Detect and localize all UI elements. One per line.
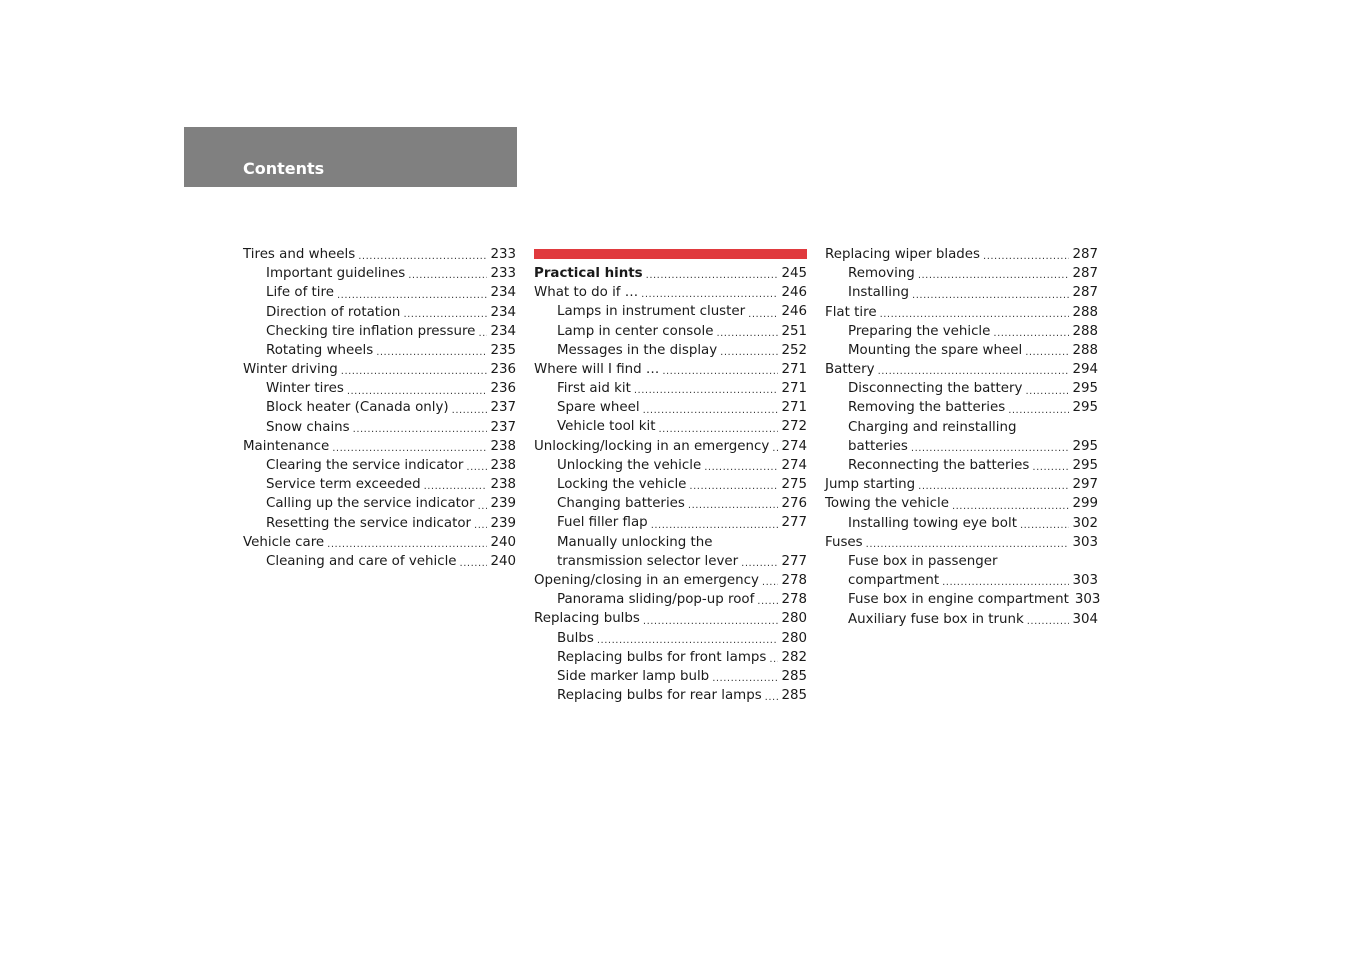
- toc-page: 277: [781, 553, 807, 569]
- toc-label: Winter tires: [266, 381, 344, 397]
- toc-entry[interactable]: [243, 399, 516, 418]
- toc-entry[interactable]: [825, 264, 1098, 283]
- toc-entry[interactable]: [825, 379, 1098, 398]
- toc-page: 282: [781, 649, 807, 665]
- toc-entry[interactable]: [825, 341, 1098, 360]
- toc-label: Snow chains: [266, 419, 350, 435]
- toc-label: batteries: [848, 438, 908, 454]
- toc-page: 234: [490, 323, 516, 339]
- toc-page: 277: [781, 515, 807, 531]
- toc-entry[interactable]: [825, 475, 1098, 494]
- toc-page: 297: [1072, 477, 1098, 493]
- toc-label: Preparing the vehicle: [848, 323, 991, 339]
- toc-label: Calling up the service indicator: [266, 496, 475, 512]
- toc-label: Fuel filler flap: [557, 515, 648, 531]
- toc-entry[interactable]: [243, 245, 516, 264]
- toc-label: transmission selector lever: [557, 553, 739, 569]
- toc-entry[interactable]: [243, 494, 516, 513]
- toc-entry[interactable]: [825, 533, 1098, 552]
- toc-entry[interactable]: [534, 552, 807, 571]
- toc-label: Removing the batteries: [848, 400, 1006, 416]
- toc-page: 280: [781, 611, 807, 627]
- toc-page: 287: [1072, 285, 1098, 301]
- toc-page: 246: [781, 304, 807, 320]
- toc-entry[interactable]: [243, 514, 516, 533]
- toc-page: 295: [1072, 438, 1098, 454]
- toc-label: Checking tire inflation pressure: [266, 323, 476, 339]
- toc-entry[interactable]: [534, 302, 807, 321]
- toc-entry[interactable]: [534, 437, 807, 456]
- toc-entry[interactable]: [243, 456, 516, 475]
- toc-label: Disconnecting the battery: [848, 381, 1023, 397]
- toc-entry[interactable]: [825, 303, 1098, 322]
- toc-label: Jump starting: [825, 477, 916, 493]
- toc-label: Fuse box in engine compartment: [848, 592, 1069, 608]
- toc-entry[interactable]: [825, 360, 1098, 379]
- toc-entry[interactable]: [825, 590, 1101, 609]
- toc-entry[interactable]: [825, 322, 1098, 341]
- toc-page: 239: [490, 496, 516, 512]
- toc-entry[interactable]: [534, 629, 807, 648]
- toc-page: 271: [781, 381, 807, 397]
- toc-label: Removing: [848, 266, 915, 282]
- toc-entry[interactable]: [243, 437, 516, 456]
- toc-entry[interactable]: [825, 283, 1098, 302]
- toc-entry[interactable]: [243, 303, 516, 322]
- toc-label: Replacing wiper blades: [825, 246, 981, 262]
- toc-label: Rotating wheels: [266, 342, 374, 358]
- toc-entry[interactable]: [534, 398, 807, 417]
- toc-entry[interactable]: [534, 609, 807, 628]
- toc-entry[interactable]: [825, 610, 1098, 629]
- toc-page: 303: [1072, 573, 1098, 589]
- toc-label: Locking the vehicle: [557, 477, 687, 493]
- toc-entry[interactable]: [825, 399, 1098, 418]
- toc-entry[interactable]: [243, 379, 516, 398]
- toc-page: 285: [781, 668, 807, 684]
- toc-page: 233: [490, 266, 516, 282]
- toc-label: Lamps in instrument cluster: [557, 304, 746, 320]
- toc-label: Winter driving: [243, 362, 338, 378]
- toc-entry[interactable]: [243, 418, 516, 437]
- section-accent-bar: [534, 249, 807, 259]
- toc-entry[interactable]: [825, 514, 1098, 533]
- toc-page: 236: [490, 381, 516, 397]
- toc-label: Tires and wheels: [243, 246, 356, 262]
- toc-label: Auxiliary fuse box in trunk: [848, 611, 1024, 627]
- toc-label: First aid kit: [557, 381, 631, 397]
- toc-entry[interactable]: [825, 571, 1098, 590]
- toc-label: Clearing the service indicator: [266, 458, 464, 474]
- toc-page: 280: [781, 630, 807, 646]
- toc-label: Service term exceeded: [266, 477, 421, 493]
- toc-label: Opening/closing in an emergency: [534, 572, 759, 588]
- toc-page: 288: [1072, 342, 1098, 358]
- toc-entry[interactable]: [534, 322, 807, 341]
- toc-page: 287: [1072, 246, 1098, 262]
- toc-entry[interactable]: [825, 456, 1098, 475]
- toc-label: Life of tire: [266, 285, 334, 301]
- toc-entry[interactable]: [534, 360, 807, 379]
- toc-page: 299: [1072, 496, 1098, 512]
- toc-entry[interactable]: [825, 245, 1098, 264]
- toc-entry[interactable]: [243, 322, 516, 341]
- toc-page: 240: [490, 534, 516, 550]
- toc-entry[interactable]: [534, 475, 807, 494]
- toc-page: 233: [490, 246, 516, 262]
- toc-label: Maintenance: [243, 438, 330, 454]
- toc-label: Battery: [825, 362, 875, 378]
- toc-label: Changing batteries: [557, 496, 685, 512]
- toc-label: Installing towing eye bolt: [848, 515, 1017, 531]
- page-title: Contents: [243, 159, 325, 178]
- toc-entry[interactable]: [534, 513, 807, 532]
- toc-page: 252: [781, 342, 807, 358]
- toc-entry[interactable]: [534, 571, 807, 590]
- toc-page: 278: [781, 592, 807, 608]
- toc-entry[interactable]: [243, 283, 516, 302]
- toc-entry[interactable]: [825, 437, 1098, 456]
- toc-label: Panorama sliding/pop-up roof: [557, 592, 755, 608]
- toc-label-line1[interactable]: Manually unlocking the: [557, 534, 713, 550]
- toc-column-1: [243, 245, 516, 571]
- toc-page: 302: [1072, 515, 1098, 531]
- toc-page: 288: [1072, 304, 1098, 320]
- toc-page: 287: [1072, 266, 1098, 282]
- toc-page: 295: [1072, 400, 1098, 416]
- toc-entry[interactable]: [825, 494, 1098, 513]
- toc-page: 271: [781, 361, 807, 377]
- toc-page: 240: [490, 553, 516, 569]
- toc-label: compartment: [848, 573, 940, 589]
- toc-label: Mounting the spare wheel: [848, 342, 1023, 358]
- toc-label: Unlocking the vehicle: [557, 457, 702, 473]
- toc-page: 237: [490, 419, 516, 435]
- toc-page: 275: [781, 477, 807, 493]
- toc-label: Cleaning and care of vehicle: [266, 553, 457, 569]
- toc-label: Lamp in center console: [557, 323, 714, 339]
- toc-label: What to do if …: [534, 285, 639, 301]
- toc-page: 278: [781, 572, 807, 588]
- toc-page: 246: [781, 285, 807, 301]
- toc-page: 274: [781, 457, 807, 473]
- toc-page: 304: [1072, 611, 1098, 627]
- toc-page: 295: [1072, 458, 1098, 474]
- toc-label-line1[interactable]: Fuse box in passenger: [848, 554, 998, 569]
- toc-entry[interactable]: [243, 360, 516, 379]
- toc-entry[interactable]: [243, 341, 516, 360]
- toc-entry[interactable]: [243, 475, 516, 494]
- toc-page: 237: [490, 400, 516, 416]
- toc-label-line1[interactable]: Charging and reinstalling: [848, 419, 1017, 435]
- toc-label: Resetting the service indicator: [266, 515, 472, 531]
- toc-page: 235: [490, 342, 516, 358]
- toc-page: 238: [490, 477, 516, 493]
- toc-label: Bulbs: [557, 630, 594, 646]
- toc-page: 245: [781, 265, 807, 281]
- toc-label: Practical hints: [534, 265, 643, 281]
- toc-label: Unlocking/locking in an emergency: [534, 438, 770, 454]
- toc-page: 271: [781, 400, 807, 416]
- toc-label: Flat tire: [825, 304, 877, 320]
- toc-column-3: [825, 245, 1101, 629]
- toc-entry[interactable]: [534, 456, 807, 475]
- toc-entry[interactable]: [534, 494, 807, 513]
- toc-label: Replacing bulbs: [534, 611, 640, 627]
- toc-label: Installing: [848, 285, 910, 301]
- toc-label: Replacing bulbs for front lamps: [557, 649, 767, 665]
- toc-entry[interactable]: [534, 667, 807, 686]
- toc-entry[interactable]: [534, 341, 807, 360]
- toc-page: 239: [490, 515, 516, 531]
- toc-page: 251: [781, 323, 807, 339]
- toc-column-2: [534, 264, 807, 705]
- toc-page: 288: [1072, 323, 1098, 339]
- toc-label: Spare wheel: [557, 400, 640, 416]
- toc-page: 234: [490, 304, 516, 320]
- toc-page: 238: [490, 438, 516, 454]
- toc-label: Replacing bulbs for rear lamps: [557, 688, 762, 704]
- toc-label: Reconnecting the batteries: [848, 458, 1030, 474]
- toc-label: Towing the vehicle: [825, 496, 949, 512]
- toc-label: Vehicle care: [243, 534, 325, 550]
- toc-entry[interactable]: [243, 552, 516, 571]
- toc-label: Vehicle tool kit: [557, 419, 656, 435]
- toc-page: 285: [781, 688, 807, 704]
- toc-page: 234: [490, 285, 516, 301]
- toc-page: 236: [490, 362, 516, 378]
- toc-label: Important guidelines: [266, 266, 406, 282]
- toc-entry[interactable]: [534, 590, 807, 609]
- toc-label: Fuses: [825, 534, 863, 550]
- toc-entry[interactable]: [534, 379, 807, 398]
- toc-entry[interactable]: [534, 283, 807, 302]
- toc-entry[interactable]: [243, 533, 516, 552]
- toc-entry[interactable]: [534, 418, 807, 437]
- toc-page: 294: [1072, 362, 1098, 378]
- toc-entry[interactable]: [534, 648, 807, 667]
- toc-page: 238: [490, 458, 516, 474]
- toc-page: 272: [781, 419, 807, 435]
- toc-page: 303: [1074, 592, 1101, 608]
- toc-label: Where will I find …: [534, 361, 660, 377]
- toc-entry[interactable]: [534, 686, 807, 705]
- toc-page: 295: [1072, 381, 1098, 397]
- toc-page: 276: [781, 496, 807, 512]
- toc-label: Block heater (Canada only): [266, 400, 449, 416]
- toc-entry[interactable]: [243, 264, 516, 283]
- toc-label: Messages in the display: [557, 342, 718, 358]
- toc-section-heading[interactable]: [534, 264, 807, 283]
- toc-page: 274: [781, 438, 807, 454]
- toc-page: 303: [1072, 534, 1098, 550]
- toc-label: Side marker lamp bulb: [557, 668, 710, 684]
- header-bar: [184, 127, 517, 187]
- toc-label: Direction of rotation: [266, 304, 401, 320]
